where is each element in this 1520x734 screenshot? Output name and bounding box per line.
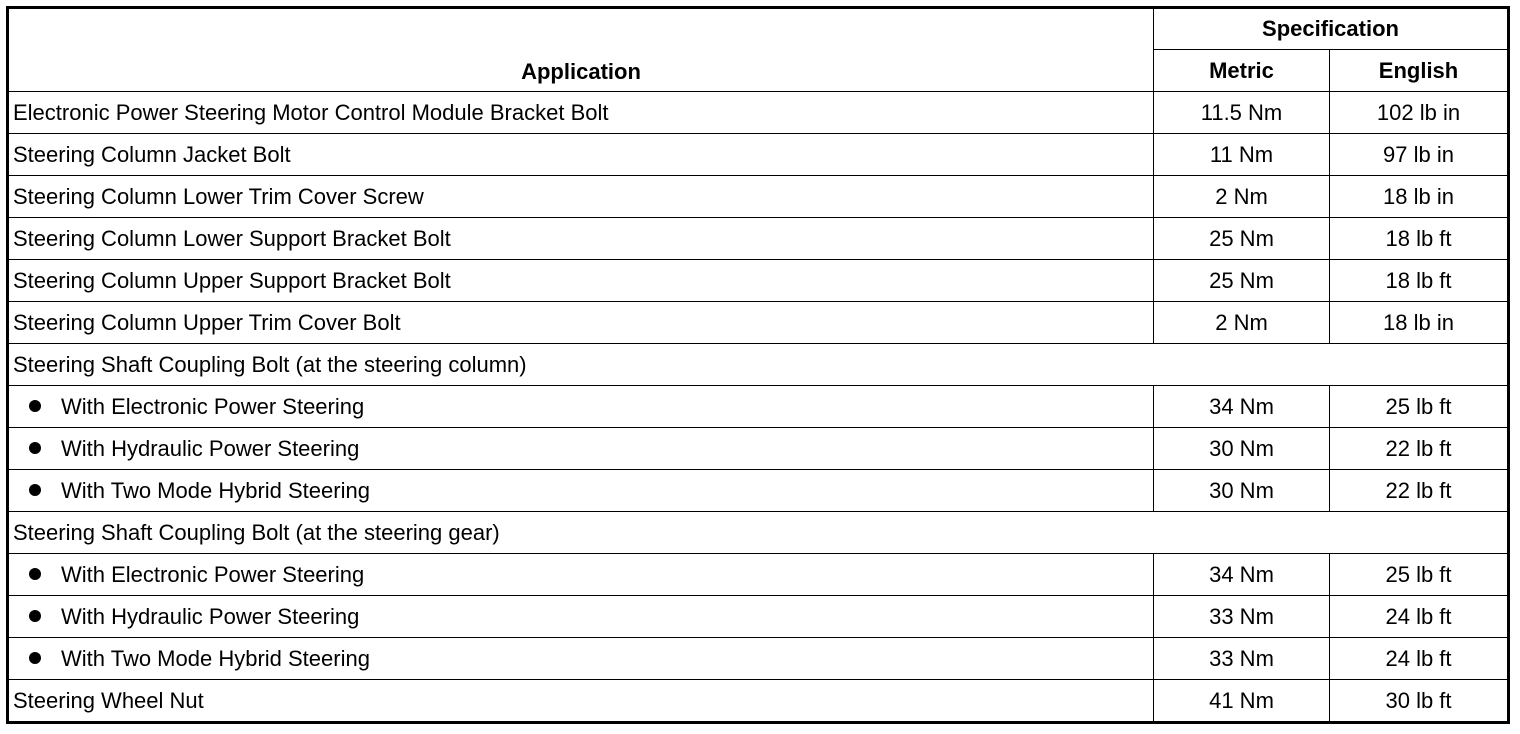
group-title: Steering Shaft Coupling Bolt (at the steering column) bbox=[8, 344, 1509, 386]
bullet-icon bbox=[29, 652, 41, 664]
application-cell bbox=[8, 638, 1154, 680]
table-row bbox=[8, 260, 1509, 302]
bullet-icon bbox=[29, 568, 41, 580]
table-row bbox=[8, 218, 1509, 260]
metric-cell: 33 Nm bbox=[1154, 596, 1330, 638]
application-label: With Hydraulic Power Steering bbox=[61, 603, 360, 629]
application-cell: Steering Column Lower Trim Cover Screw bbox=[8, 176, 1154, 218]
metric-cell: 30 Nm bbox=[1154, 470, 1330, 512]
group-header-row bbox=[8, 344, 1509, 386]
english-cell: 22 lb ft bbox=[1330, 470, 1509, 512]
metric-cell: 34 Nm bbox=[1154, 554, 1330, 596]
english-header: English bbox=[1330, 50, 1509, 92]
table-row bbox=[8, 386, 1509, 428]
application-cell: Steering Wheel Nut bbox=[8, 680, 1154, 723]
table-row bbox=[8, 596, 1509, 638]
table-row bbox=[8, 638, 1509, 680]
metric-cell: 2 Nm bbox=[1154, 176, 1330, 218]
application-cell bbox=[8, 596, 1154, 638]
metric-cell: 34 Nm bbox=[1154, 386, 1330, 428]
application-cell bbox=[8, 554, 1154, 596]
metric-cell: 33 Nm bbox=[1154, 638, 1330, 680]
application-cell: Electronic Power Steering Motor Control Module Bracket Bolt bbox=[8, 92, 1154, 134]
english-cell: 24 lb ft bbox=[1330, 638, 1509, 680]
table-row bbox=[8, 176, 1509, 218]
table-row bbox=[8, 680, 1509, 723]
english-cell: 24 lb ft bbox=[1330, 596, 1509, 638]
english-cell: 102 lb in bbox=[1330, 92, 1509, 134]
group-header-row bbox=[8, 512, 1509, 554]
english-cell: 25 lb ft bbox=[1330, 554, 1509, 596]
application-label: With Hydraulic Power Steering bbox=[61, 435, 360, 461]
bullet-icon bbox=[29, 610, 41, 622]
specification-header: Specification bbox=[1154, 8, 1509, 50]
metric-cell: 25 Nm bbox=[1154, 218, 1330, 260]
table-row bbox=[8, 428, 1509, 470]
application-cell: Steering Column Lower Support Bracket Bolt bbox=[8, 218, 1154, 260]
english-cell: 22 lb ft bbox=[1330, 428, 1509, 470]
english-cell: 18 lb ft bbox=[1330, 218, 1509, 260]
application-cell bbox=[8, 470, 1154, 512]
header-row-top bbox=[8, 8, 1509, 50]
application-cell bbox=[8, 386, 1154, 428]
table-row bbox=[8, 470, 1509, 512]
table-row bbox=[8, 302, 1509, 344]
application-label: With Two Mode Hybrid Steering bbox=[61, 477, 370, 503]
english-cell: 25 lb ft bbox=[1330, 386, 1509, 428]
table-row bbox=[8, 92, 1509, 134]
english-cell: 97 lb in bbox=[1330, 134, 1509, 176]
application-label: With Electronic Power Steering bbox=[61, 561, 365, 587]
english-cell: 30 lb ft bbox=[1330, 680, 1509, 723]
application-header: Application bbox=[8, 8, 1154, 92]
bullet-icon bbox=[29, 400, 41, 412]
application-cell: Steering Column Jacket Bolt bbox=[8, 134, 1154, 176]
metric-cell: 30 Nm bbox=[1154, 428, 1330, 470]
application-cell bbox=[8, 428, 1154, 470]
metric-cell: 25 Nm bbox=[1154, 260, 1330, 302]
metric-cell: 41 Nm bbox=[1154, 680, 1330, 723]
bullet-icon bbox=[29, 442, 41, 454]
metric-cell: 2 Nm bbox=[1154, 302, 1330, 344]
metric-cell: 11.5 Nm bbox=[1154, 92, 1330, 134]
bullet-icon bbox=[29, 484, 41, 496]
english-cell: 18 lb in bbox=[1330, 176, 1509, 218]
application-cell: Steering Column Upper Support Bracket Bolt bbox=[8, 260, 1154, 302]
application-label: With Electronic Power Steering bbox=[61, 393, 365, 419]
english-cell: 18 lb ft bbox=[1330, 260, 1509, 302]
group-title: Steering Shaft Coupling Bolt (at the steering gear) bbox=[8, 512, 1509, 554]
application-label: With Two Mode Hybrid Steering bbox=[61, 645, 370, 671]
application-cell: Steering Column Upper Trim Cover Bolt bbox=[8, 302, 1154, 344]
table-row bbox=[8, 134, 1509, 176]
metric-header: Metric bbox=[1154, 50, 1330, 92]
torque-specification-table bbox=[6, 6, 1510, 724]
english-cell: 18 lb in bbox=[1330, 302, 1509, 344]
table-row bbox=[8, 554, 1509, 596]
metric-cell: 11 Nm bbox=[1154, 134, 1330, 176]
